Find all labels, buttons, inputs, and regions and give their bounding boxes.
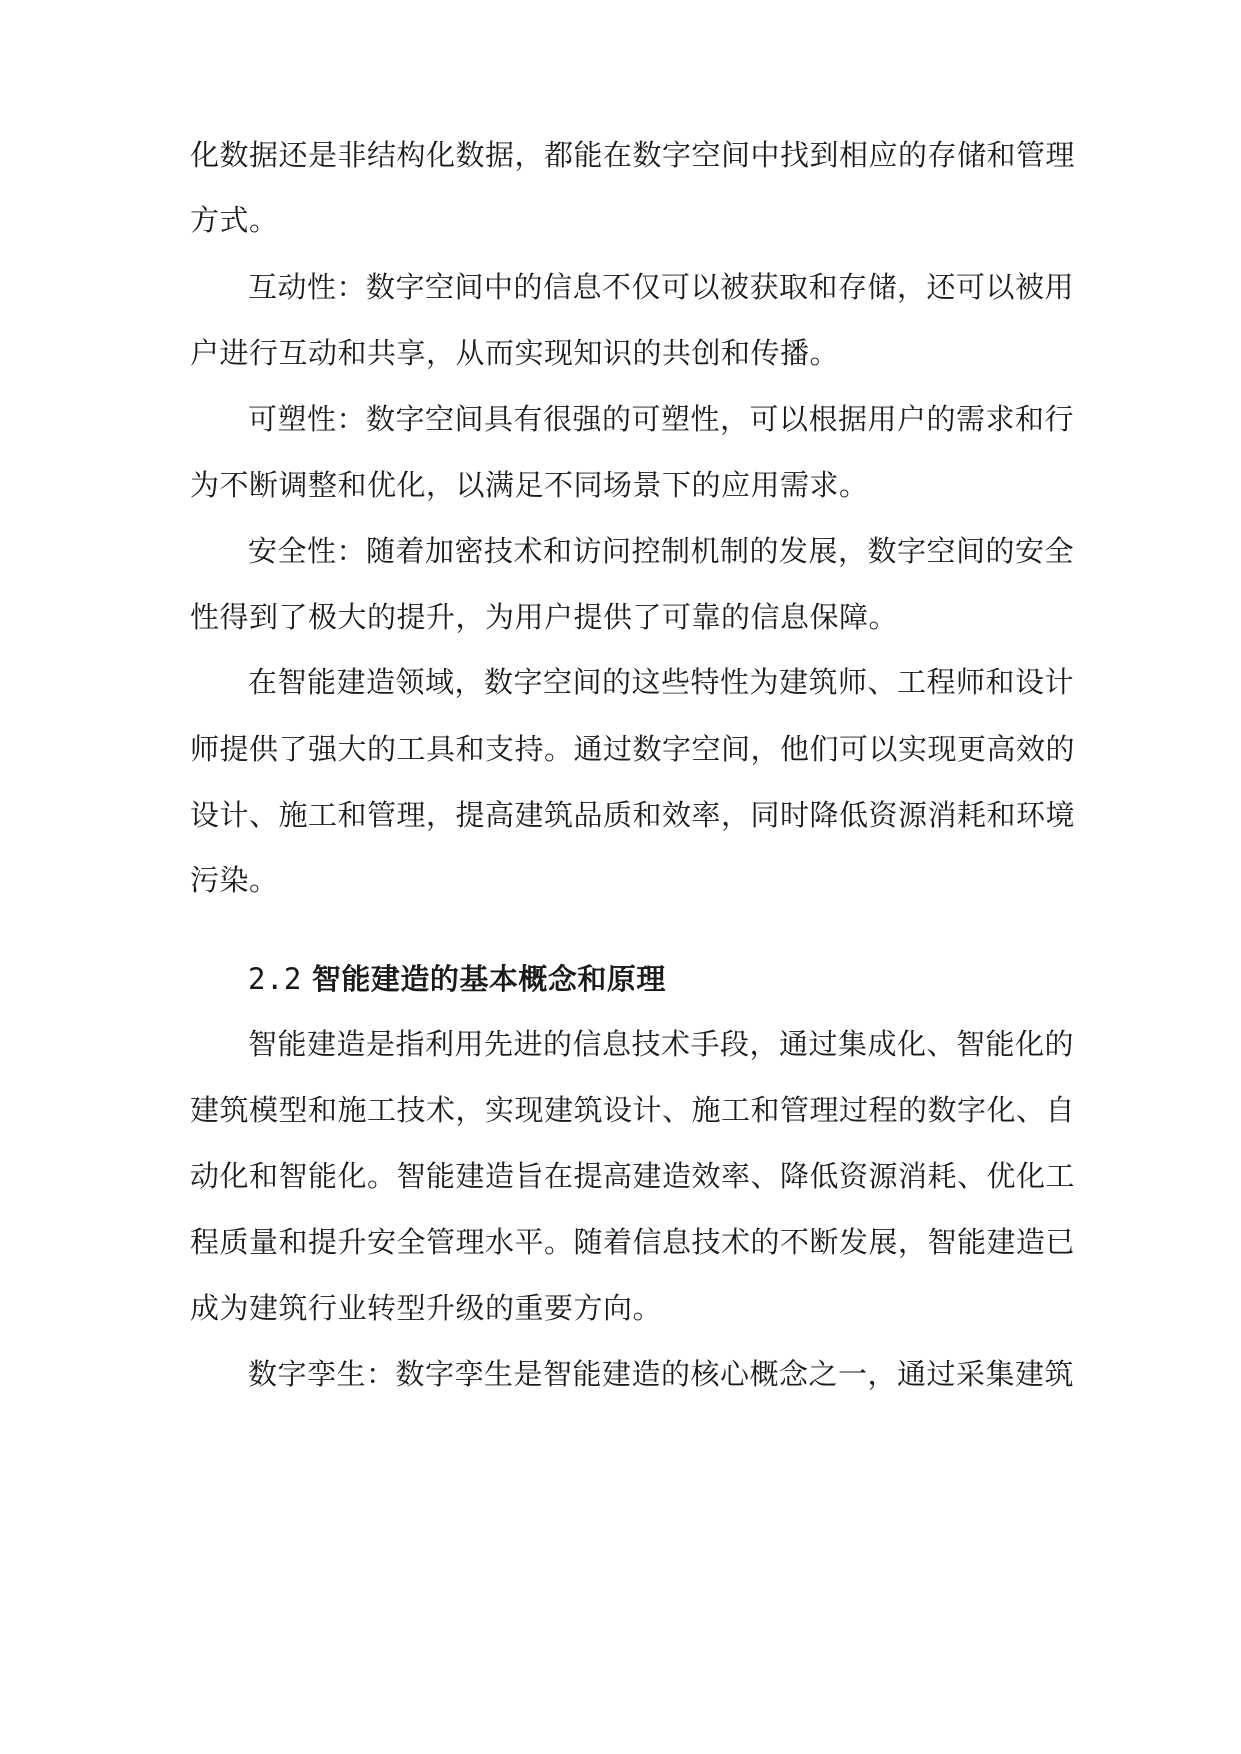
paragraph-line: 户进行互动和共享，从而实现知识的共创和传播。 [190, 336, 840, 370]
paragraph-line: 建筑模型和施工技术，实现建筑设计、施工和管理过程的数字化、自 [190, 1093, 1076, 1127]
section-number: 2.2 [248, 962, 302, 996]
paragraph-line: 设计、施工和管理，提高建筑品质和效率，同时降低资源消耗和环境 [190, 798, 1076, 832]
paragraph-line: 化数据还是非结构化数据，都能在数字空间中找到相应的存储和管理 [190, 138, 1076, 172]
paragraph-line: 互动性：数字空间中的信息不仅可以被获取和存储，还可以被用 [248, 270, 1075, 304]
paragraph-line: 动化和智能化。智能建造旨在提高建造效率、降低资源消耗、优化工 [190, 1159, 1076, 1193]
paragraph-line: 成为建筑行业转型升级的重要方向。 [190, 1291, 663, 1325]
paragraph-line: 师提供了强大的工具和支持。通过数字空间，他们可以实现更高效的 [190, 732, 1076, 766]
section-title: 智能建造的基本概念和原理 [311, 962, 666, 996]
paragraph-line: 方式。 [190, 203, 279, 237]
paragraph-line: 在智能建造领域，数字空间的这些特性为建筑师、工程师和设计 [248, 665, 1075, 699]
paragraph-line: 污染。 [190, 863, 279, 897]
paragraph-line: 为不断调整和优化，以满足不同场景下的应用需求。 [190, 468, 869, 502]
paragraph-line: 安全性：随着加密技术和访问控制机制的发展，数字空间的安全 [248, 534, 1075, 568]
paragraph-line: 可塑性：数字空间具有很强的可塑性，可以根据用户的需求和行 [248, 402, 1075, 436]
paragraph-line: 程质量和提升安全管理水平。随着信息技术的不断发展，智能建造已 [190, 1225, 1076, 1259]
paragraph-line: 性得到了极大的提升，为用户提供了可靠的信息保障。 [190, 600, 899, 634]
section-heading [248, 959, 666, 999]
paragraph-line: 智能建造是指利用先进的信息技术手段，通过集成化、智能化的 [248, 1027, 1075, 1061]
paragraph-line: 数字孪生：数字孪生是智能建造的核心概念之一，通过采集建筑 [248, 1357, 1075, 1391]
